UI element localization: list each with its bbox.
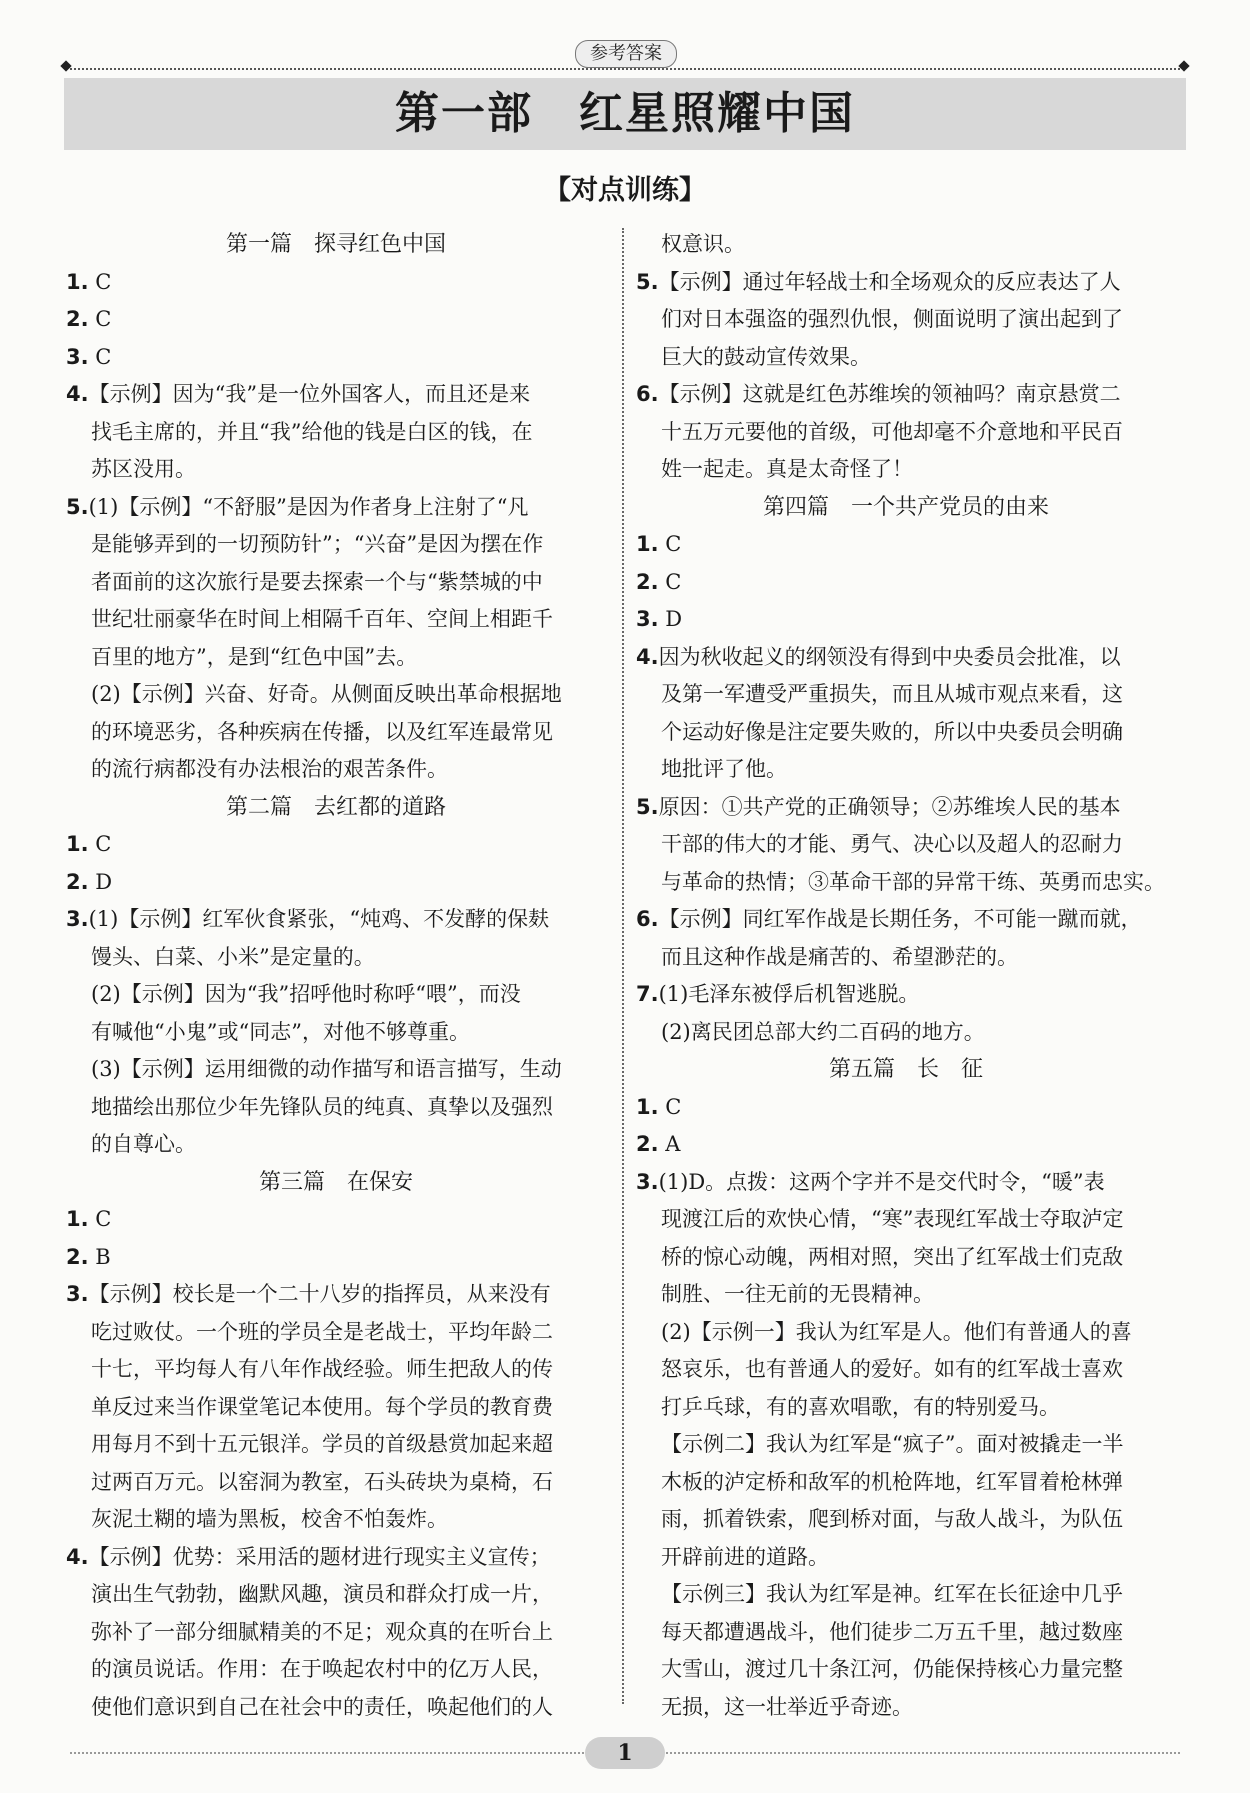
column-divider [622,228,624,1704]
line-text: 用每月不到十五元银洋。学员的首级悬赏加起来超 [91,1432,553,1456]
answer-line [636,1126,1176,1164]
line-text: A [658,1132,681,1156]
item-number: 4. [66,1544,89,1569]
line-text: 大雪山，渡过几十条江河，仍能保持核心力量完整 [661,1657,1123,1681]
item-number: 1. [66,269,89,294]
line-text: 【示例】同红军作战是长期任务，不可能一蹴而就， [658,907,1142,931]
line-text: 的环境恶劣，各种疾病在传播，以及红军连最常见 [91,719,553,744]
item-number: 5. [66,494,89,519]
answer-line [66,1689,606,1727]
answer-line [66,1239,606,1277]
answer-line [66,1464,606,1502]
line-text: 无损，这一壮举近乎奇迹。 [661,1694,913,1719]
line-text: 第四篇 一个共产党员的由来 [762,494,1049,520]
line-text: (1)【示例】红军伙食紧张，“炖鸡、不发酵的保麸 [88,907,550,931]
line-text: 及第一军遭受严重损失，而且从城市观点来看，这 [661,682,1123,706]
line-text: 十七，平均每人有八年作战经验。师生把敌人的传 [91,1357,553,1381]
line-text: 世纪壮丽豪华在时间上相隔千百年、空间上相距千 [91,607,553,631]
line-text: 【示例】这就是红色苏维埃的领袖吗？南京悬赏二 [658,382,1121,406]
answer-line [66,1651,606,1689]
line-text: 过两百万元。以窑洞为教室，石头砖块为桌椅，石 [91,1469,553,1494]
line-text: (1)毛泽东被俘后机智逃脱。 [658,982,920,1006]
line-text: 桥的惊心动魄，两相对照，突出了红军战士们克敌 [661,1244,1123,1269]
answer-line [636,639,1176,677]
answer-line [66,639,606,677]
answer-line [66,376,606,414]
rule-diamond-right [1178,60,1189,71]
answer-line [636,526,1176,564]
answer-line [636,976,1176,1014]
answer-line [66,1389,606,1427]
line-text: (2)【示例】兴奋、好奇。从侧面反映出革命根据地 [91,682,562,706]
answer-line [636,1614,1176,1652]
line-text: C [658,569,682,594]
item-number: 2. [636,1132,659,1156]
answer-line [66,1501,606,1539]
answer-line [636,1314,1176,1352]
line-text: 【示例】优势：采用活的题材进行现实主义宣传； [88,1544,551,1569]
line-text: 每天都遭遇战斗，他们徒步二万五千里，越过数座 [661,1619,1123,1644]
line-text: 个运动好像是注定要失败的，所以中央委员会明确 [661,719,1123,744]
line-text: 姓一起走。真是太奇怪了！ [661,457,913,481]
answer-line [636,1576,1176,1614]
line-text: B [88,1244,111,1269]
answer-line [66,1014,606,1052]
line-text: (2)【示例】因为“我”招呼他时称呼“喂”，而没 [91,982,521,1006]
answer-line [636,1276,1176,1314]
answer-line [636,1164,1176,1202]
answer-line [636,751,1176,789]
answer-line [636,1351,1176,1389]
line-text: 【示例】通过年轻战士和全场观众的反应表达了人 [658,269,1121,294]
answer-line [66,939,606,977]
line-text: C [658,1094,682,1119]
answer-line [66,714,606,752]
answer-line [66,976,606,1014]
line-text: 者面前的这次旅行是要去探索一个与“紫禁城的中 [91,569,543,594]
line-text: 的演员说话。作用：在于唤起农村中的亿万人民， [91,1657,553,1681]
top-rule [70,68,1180,70]
item-number: 3. [66,344,89,369]
line-text: 苏区没用。 [91,457,196,481]
line-text: (3)【示例】运用细微的动作描写和语言描写，生动 [91,1057,562,1081]
answer-line [636,1651,1176,1689]
answer-line [636,1014,1176,1052]
line-text: 第一篇 探寻红色中国 [225,232,446,257]
left-column [66,226,606,1726]
answer-line [636,864,1176,902]
answer-line [66,601,606,639]
answer-line [66,1314,606,1352]
answer-line [66,1201,606,1239]
line-text: C [88,832,112,856]
item-number: 2. [66,869,89,894]
answer-line [636,826,1176,864]
line-text: 与革命的热情；③革命干部的异常干练、英勇而忠实。 [661,869,1165,894]
line-text: 使他们意识到自己在社会中的责任，唤起他们的人 [91,1694,553,1719]
item-number: 5. [636,269,659,294]
answer-line [636,676,1176,714]
line-text: C [88,1207,112,1231]
chapter-heading [66,1164,606,1202]
item-number: 5. [636,794,659,819]
answer-line [636,714,1176,752]
line-text: (1)【示例】“不舒服”是因为作者身上注射了“凡 [88,494,529,519]
answer-line [636,1539,1176,1577]
line-text: 的自尊心。 [91,1132,196,1156]
item-number: 1. [66,1207,89,1231]
chapter-heading [66,789,606,827]
line-text: 地批评了他。 [661,757,787,781]
answer-line [66,676,606,714]
item-number: 4. [636,644,659,669]
line-text: 弥补了一部分细腻精美的不足；观众真的在听台上 [91,1619,553,1644]
item-number: 2. [66,307,89,331]
line-text: 有喊他“小鬼”或“同志”，对他不够尊重。 [91,1019,470,1044]
answer-line [66,1051,606,1089]
answer-key-tag: 参考答案 [575,40,677,68]
line-text: 【示例】校长是一个二十八岁的指挥员，从来没有 [88,1282,551,1306]
line-text: 第五篇 长 征 [828,1057,983,1082]
answer-line [636,901,1176,939]
line-text: 因为秋收起义的纲领没有得到中央委员会批准，以 [658,644,1121,669]
answer-line [66,1089,606,1127]
line-text: 地描绘出那位少年先锋队员的纯真、真挚以及强烈 [91,1094,553,1119]
line-text: D [658,607,683,631]
item-number: 2. [636,569,659,594]
line-text: 【示例二】我认为红军是“疯子”。面对被撬走一半 [661,1432,1124,1456]
answer-line [636,226,1176,264]
line-text: 十五万元要他的首级，可他却毫不介意地和平民百 [661,419,1123,444]
answer-line [66,264,606,302]
answer-line [66,1614,606,1652]
line-text: (2)【示例一】我认为红军是人。他们有普通人的喜 [661,1319,1132,1344]
page-title: 第一部 红星照耀中国 [395,88,855,139]
answer-line [66,451,606,489]
answer-line [636,451,1176,489]
answer-line [636,264,1176,302]
answer-line [66,1351,606,1389]
item-number: 4. [66,382,89,406]
item-number: 7. [636,982,659,1006]
line-text: (1)D。点拨：这两个字并不是交代时令，“暖”表 [658,1169,1105,1194]
answer-line [636,339,1176,377]
line-text: 开辟前进的道路。 [661,1544,829,1569]
item-number: 3. [66,1282,89,1306]
answer-line [636,1389,1176,1427]
line-text: 馒头、白菜、小米”是定量的。 [91,944,375,969]
answer-line [636,939,1176,977]
line-text: 现渡江后的欢快心情，“寒”表现红军战士夺取泸定 [661,1207,1124,1231]
line-text: 们对日本强盗的强烈仇恨，侧面说明了演出起到了 [661,307,1123,331]
answer-line [636,376,1176,414]
line-text: C [88,307,112,331]
right-column [636,226,1176,1726]
answer-line [636,414,1176,452]
line-text: 单反过来当作课堂笔记本使用。每个学员的教育费 [91,1394,553,1419]
answer-line [636,789,1176,827]
line-text: 怒哀乐，也有普通人的爱好。如有的红军战士喜欢 [661,1357,1123,1381]
answer-line [66,301,606,339]
line-text: 木板的泸定桥和敌军的机枪阵地，红军冒着枪林弹 [661,1469,1123,1494]
item-number: 1. [636,532,659,556]
line-text: 权意识。 [661,232,745,256]
line-text: 是能够弄到的一切预防针”；“兴奋”是因为摆在作 [91,532,544,556]
line-text: D [88,869,113,894]
answer-line [636,1089,1176,1127]
answer-line [66,564,606,602]
answer-line [66,489,606,527]
answer-line [636,1464,1176,1502]
item-number: 1. [636,1094,659,1119]
answer-line [66,526,606,564]
line-text: 打乒乓球，有的喜欢唱歌，有的特别爱马。 [661,1394,1060,1419]
answer-line [66,1426,606,1464]
item-number: 3. [66,907,89,931]
answer-line [66,826,606,864]
answer-line [636,301,1176,339]
answer-line [636,564,1176,602]
answer-line [66,414,606,452]
line-text: 找毛主席的，并且“我”给他的钱是白区的钱，在 [91,419,533,444]
line-text: 第三篇 在保安 [258,1169,413,1195]
answer-line [636,1689,1176,1727]
item-number: 2. [66,1244,89,1269]
line-text: 演出生气勃勃，幽默风趣，演员和群众打成一片， [91,1582,553,1606]
line-text: 吃过败仗。一个班的学员全是老战士，平均年龄二 [91,1319,553,1344]
line-text: (2)离民团总部大约二百码的地方。 [661,1019,985,1044]
page-number: 1 [617,1740,633,1766]
line-text: 巨大的鼓动宣传效果。 [661,344,871,369]
answer-line [66,1276,606,1314]
answer-line [636,1239,1176,1277]
answer-line [66,1539,606,1577]
section-title: 【对点训练】 [544,175,706,206]
item-number: 1. [66,832,89,856]
line-text: 制胜、一往无前的无畏精神。 [661,1282,934,1306]
line-text: 的流行病都没有办法根治的艰苦条件。 [91,757,448,781]
line-text: 干部的伟大的才能、勇气、决心以及超人的忍耐力 [661,832,1123,856]
answer-line [66,901,606,939]
line-text: 第二篇 去红都的道路 [225,794,446,820]
answer-line [66,864,606,902]
line-text: C [88,344,112,369]
answer-line [66,339,606,377]
answer-line [636,1201,1176,1239]
answer-line [66,1126,606,1164]
line-text: 而且这种作战是痛苦的、希望渺茫的。 [661,944,1018,969]
answer-line [636,601,1176,639]
answer-line [66,1576,606,1614]
answer-line [66,751,606,789]
line-text: 【示例】因为“我”是一位外国客人，而且还是来 [88,382,531,406]
line-text: 百里的地方”，是到“红色中国”去。 [91,644,418,669]
item-number: 3. [636,607,659,631]
answer-line [636,1426,1176,1464]
line-text: C [658,532,682,556]
line-text: C [88,269,112,294]
chapter-heading [66,226,606,264]
item-number: 6. [636,382,659,406]
chapter-heading [636,1051,1176,1089]
line-text: 雨，抓着铁索，爬到桥对面，与敌人战斗，为队伍 [661,1507,1123,1531]
answer-line [636,1501,1176,1539]
line-text: 原因：①共产党的正确领导；②苏维埃人民的基本 [658,794,1121,819]
item-number: 3. [636,1169,659,1194]
line-text: 【示例三】我认为红军是神。红军在长征途中几乎 [661,1582,1123,1606]
item-number: 6. [636,907,659,931]
line-text: 灰泥土糊的墙为黑板，校舍不怕轰炸。 [91,1507,448,1531]
chapter-heading [636,489,1176,527]
